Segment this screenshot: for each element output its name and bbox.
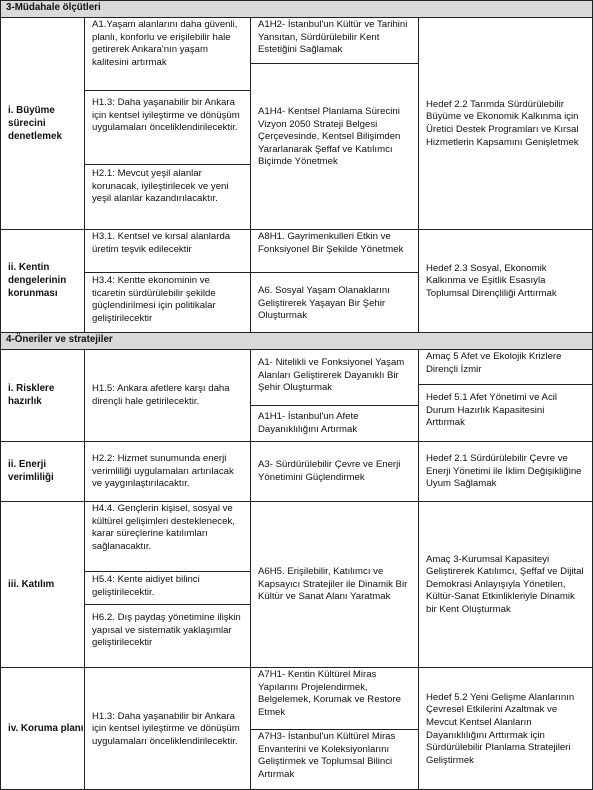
- strategy-item: A1H4- Kentsel Planlama Sürecini Vizyon 2050 Strateji Belgesi Çerçevesinde, Kentsel Bilişimden Yararlanarak Şeffaf ve Katılımcı Biçimde Yönetmek: [258, 106, 401, 168]
- strategy-item: A7H3- İstanbul'un Kültürel Miras Envanterini ve Koleksiyonlarını Geliştirmek ve Toplumsal Bilinci Artırmak: [258, 731, 396, 780]
- cell-divider: [84, 571, 250, 572]
- row-divider: [0, 229, 593, 230]
- category-katilim: iii. Katılım: [8, 578, 55, 590]
- cell-divider: [84, 604, 250, 605]
- row-divider: [0, 501, 593, 502]
- row-divider: [0, 332, 593, 333]
- strategy-item: A6. Sosyal Yaşam Olanaklarını Geliştirerek Yaşayan Bir Şehir Oluşturmak: [258, 285, 390, 322]
- row-divider: [0, 17, 593, 18]
- action-item: H2.1: Mevcut yeşil alanlar korunacak, iyileştirilecek ve yeni yeşil alanlar kazandırılacaktır.: [92, 168, 229, 205]
- row-divider: [0, 441, 593, 442]
- action-item: H1.3: Daha yaşanabilir bir Ankara için kentsel iyileştirme ve dönüşüm uygulamaları önceliklendirilecektir.: [92, 710, 240, 747]
- action-item: A1.Yaşam alanlarını daha güvenli, planlı, konforlu ve erişilebilir hale getirerek Ankara'nın yaşam kalitesini artırmak: [92, 19, 238, 68]
- strategy-item: A1- Nitelikli ve Fonksiyonel Yaşam Alanları Geliştirerek Dayanıklı Bir Şehir Oluşturmak: [258, 357, 405, 394]
- section4-header: 4-Öneriler ve stratejiler: [0, 332, 593, 349]
- goal-item: Hedef 2.2 Tarımda Sürdürülebilir Büyüme ve Ekonomik Kalkınma için Üretici Destek Programları ve Kırsal Hizmetlerin Kapsamını Genişletmek: [426, 98, 579, 148]
- cell-divider: [84, 272, 418, 273]
- action-item: H2.2: Hizmet sunumunda enerji verimliliği uygulamaları artırılacak ve yaygınlaştırılacaktır.: [92, 453, 234, 490]
- strategy-item: A7H1- Kentin Kültürel Miras Yapılarını Projelendirmek, Belgelemek, Korumak ve Restore Etmek: [258, 669, 401, 718]
- column-divider: [250, 349, 251, 790]
- action-item: H1.3: Daha yaşanabilir bir Ankara için kentsel iyileştirme ve dönüşüm uygulamaları önceliklendirilecektir.: [92, 97, 240, 134]
- strategy-item: A8H1. Gayrimenkulleri Etkin ve Fonksiyonel Bir Şekilde Yönetmek: [258, 231, 404, 255]
- cell-divider: [84, 164, 250, 165]
- action-item: H3.1. Kentsel ve kırsal alanlarda üretim teşvik edilecektir: [92, 231, 231, 255]
- section3-header: 3-Müdahale ölçütleri: [0, 0, 593, 17]
- action-item: H1.5: Ankara afetlere karşı daha dirençli hale getirilecektir.: [92, 383, 230, 407]
- cell-divider: [250, 729, 418, 730]
- column-divider: [418, 349, 419, 790]
- category-dengeler: ii. Kentin dengelerinin korunması: [8, 262, 67, 299]
- category-koruma: iv. Koruma planı: [8, 723, 84, 734]
- strategy-item: A6H5. Erişilebilir, Katılımcı ve Kapsayıcı Stratejiler ile Dinamik Bir Kültür ve Sanat Alanı Yaratmak: [258, 566, 408, 603]
- table-border: [0, 0, 1, 790]
- cell-divider: [418, 384, 593, 385]
- action-item: H3.4: Kentte ekonominin ve ticaretin sürdürülebilir şekilde güçlendirilmesi için politikalar geliştirilecektir: [92, 275, 216, 324]
- column-divider: [250, 17, 251, 332]
- strategy-item: A1H2- İstanbul'un Kültür ve Tarihini Yansıtan, Sürdürülebilir Kent Estetiğini Sağlamak: [258, 19, 408, 56]
- category-buyume: i. Büyüme sürecini denetlemek: [8, 104, 62, 142]
- cell-divider: [250, 405, 418, 406]
- strategy-item: A3- Sürdürülebilir Çevre ve Enerji Yönetimini Güçlendirmek: [258, 459, 401, 483]
- category-enerji: ii. Enerji verimliliği: [8, 459, 54, 483]
- column-divider: [418, 17, 419, 332]
- goal-item: Amaç 3-Kurumsal Kapasiteyi Geliştirerek Katılımcı, Şeffaf ve Dijital Demokrasi Anlayışıyla Yönetilen, Kültür-Sanat Etkinlikleriyle Dinamik bir Kent Oluşturmak: [426, 553, 584, 615]
- cell-divider: [250, 63, 418, 64]
- goal-item: Hedef 2.3 Sosyal, Ekonomik Kalkınma ve Eşitlik Esasıyla Toplumsal Dirençliliği Arttırmak: [426, 262, 557, 299]
- strategy-item: A1H1- İstanbul'un Afete Dayanıklılığını Artırmak: [258, 411, 359, 435]
- action-item: H5.4: Kente aidiyet bilinci geliştirilecektir.: [92, 574, 200, 598]
- row-divider: [0, 349, 593, 350]
- category-risk: i. Risklere hazırlık: [8, 383, 55, 407]
- goal-item: Hedef 5.2 Yeni Gelişme Alanlarının Çevresel Etkilerini Azaltmak ve Mevcut Kentsel Alanların Dayanıklılığını Arttırmak için Sürdürülebilir Planlama Stratejileri Geliştirmek: [426, 691, 575, 766]
- row-divider: [0, 667, 593, 668]
- column-divider: [84, 349, 85, 790]
- goal-item: Amaç 5 Afet ve Ekolojik Krizlere Dirençli İzmir: [426, 351, 562, 375]
- goal-item: Hedef 2.1 Sürdürülebilir Çevre ve Enerji Yönetimi ile İklim Değişikliğine Uyum Sağlamak: [426, 453, 582, 490]
- goal-item: Hedef 5.1 Afet Yönetimi ve Acil Durum Hazırlık Kapasitesini Arttırmak: [426, 392, 558, 429]
- action-item: H6.2. Dış paydaş yönetimine ilişkin yapısal ve sistematik yaklaşımlar geliştirilecektir: [92, 612, 241, 649]
- action-item: H4.4. Gençlerin kişisel, sosyal ve kültürel gelişimleri desteklenecek, karar süreçlerine katılımları sağlanacaktır.: [92, 503, 235, 552]
- column-divider: [84, 17, 85, 332]
- table-border: [0, 0, 593, 1]
- cell-divider: [84, 90, 250, 91]
